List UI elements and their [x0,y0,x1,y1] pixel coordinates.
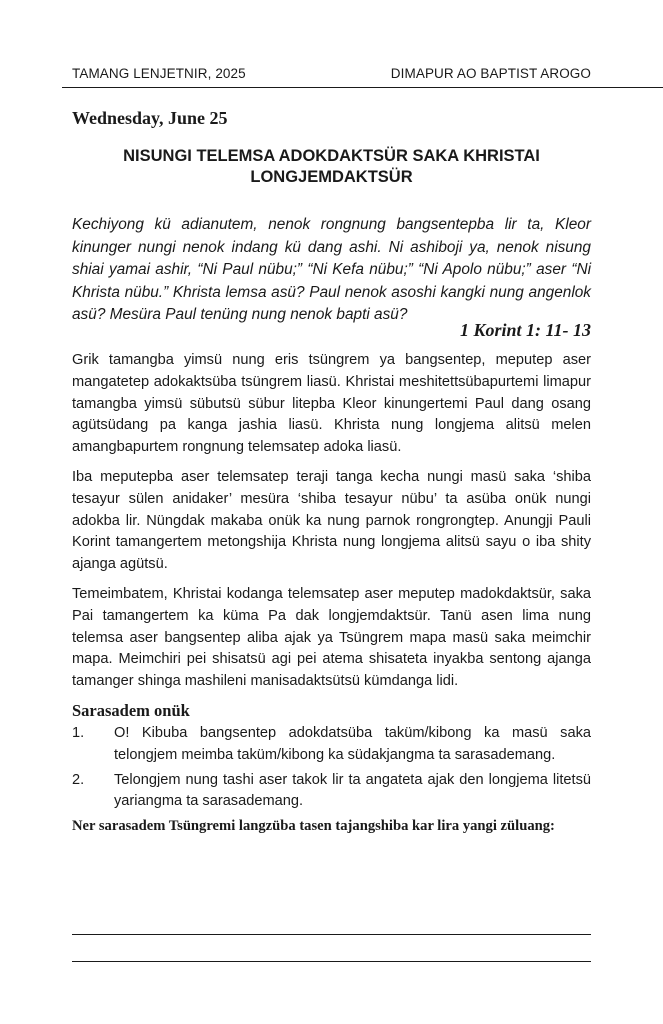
scripture-passage: Kechiyong kü adianutem, nenok rongnung bangsentepba lir ta, Kleor kinunger nungi nenok indang kü dang ashi. Ni ashiboji ya, nenok nisung shiai yamai ashir, “Ni Paul nübu;” “Ni Kefa nübu;” “Ni Apolo nübu;” aser “Ni Khrista nübu.” Khrista lemsa asü? Paul nenok asoshi kangki nung angenlok asü? Mesüra Paul tenüng nung nenok bapti asü? [72,216,591,323]
body-paragraph: Iba meputepba aser telemsatep teraji tanga kecha nungi masü saka ‘shiba tesayur sülen anidaker’ mesüra ‘shiba tesayur nübu’ ta asüba onük nungi adokba lir. Nüngdak makaba onük ka nung parnok rongrongtep. Anungji Pauli Korint tamangertem metongshija Khrista nung longjema alitsü sayu o iba shity ajanga agütsü. [72,468,591,573]
list-item-number: 2. [72,771,85,788]
reflection-list [72,723,591,813]
reflection-heading: Sarasadem onük [72,700,190,720]
scripture-reference: 1 Korint 1: 11- 13 [459,320,591,340]
list-item-text: Telongjem nung tashi aser takok lir ta angateta ajak den longjema litetsü yariangma ta sarasademang. [114,771,591,810]
running-header [72,66,591,81]
body-paragraph: Grik tamangba yimsü nung eris tsüngrem ya bangsentep, meputep aser mangatetep adokaktsüba tsüngrem liasü. Khristai meshitettsübapurtemi limapur tamangba yimsü sübutsü sübur litepba Kleor kinungertemi Paul dang osang agütsüdang pa kanga jashia liasü. Khrista nung longjema alitsü melen amangbapurtem rongnung telemsatep adoka liasü. [72,352,591,456]
header-left-title: TAMANG LENJETNIR, 2025 [72,66,246,81]
devotion-title: NISUNGI TELEMSA ADOKDAKTSÜR SAKA KHRISTAI LONGJEMDAKTSÜR [123,147,540,186]
header-right-title: DIMAPUR AO BAPTIST AROGO [390,66,591,81]
writing-line[interactable] [72,961,591,962]
writing-prompt: Ner sarasadem Tsüngremi langzüba tasen tajangshiba kar lira yangi züluang: [72,818,555,835]
day-heading: Wednesday, June 25 [72,108,228,128]
list-item [72,770,591,814]
devotion-body [72,350,591,836]
writing-line[interactable] [72,934,591,935]
list-item [72,723,591,767]
header-rule [62,87,663,88]
list-item-number: 1. [72,724,85,741]
body-paragraph: Temeimbatem, Khristai kodanga telemsatep aser meputep madokdaktsür, saka Pai tamangertem ka küma Pa dak longjemdaktsür. Tanü asen lima nung telemsa aser bangsentep aliba ajak ya Tsüngrem mapa masü saka meimchir mapa. Meimchiri pei shisatsü agi pei atema shisateta inyakba sentong ajanga tamanger shinga mashileni manisadaktsütsü kümdanga lidi. [72,585,591,690]
list-item-text: O! Kibuba bangsentep adokdatsüba taküm/kibong ka masü saka telongjem meimba taküm/kibong ka südakjangma ta sarasademang. [114,724,591,763]
